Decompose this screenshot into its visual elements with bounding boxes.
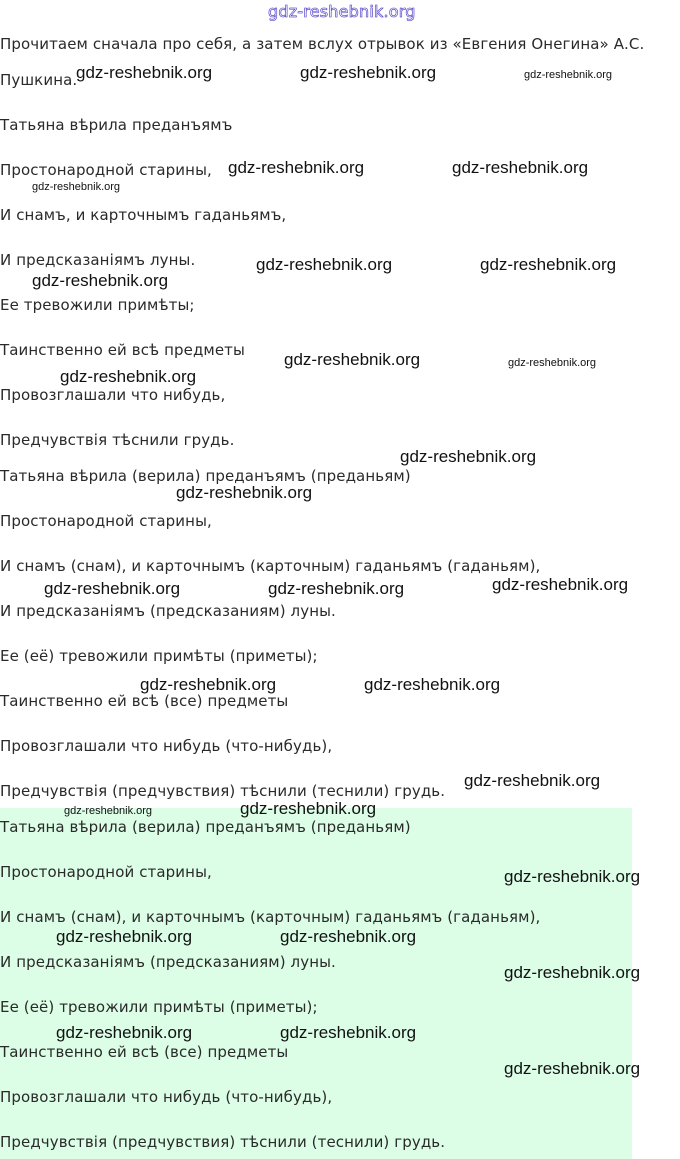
highlighted-verse-line-1: Татьяна вѣрила (верила) преданъямъ (преданьям) [0, 818, 411, 836]
watermark: gdz-reshebnik.org [256, 255, 393, 274]
watermark: gdz-reshebnik.org [364, 675, 501, 694]
watermark: gdz-reshebnik.org [492, 575, 629, 594]
watermark: gdz-reshebnik.org [32, 271, 169, 290]
original-verse-line-7: Провозглашали что нибудь, [0, 386, 226, 404]
watermark: gdz-reshebnik.org [464, 771, 601, 790]
watermark: gdz-reshebnik.org [60, 367, 197, 386]
original-verse-line-3: И снамъ, и карточнымъ гаданьямъ, [0, 206, 287, 224]
watermark: gdz-reshebnik.org [268, 579, 405, 598]
highlighted-verse-line-2: Простонародной старины, [0, 863, 212, 881]
watermark: gdz-reshebnik.org [504, 1059, 641, 1078]
intro-line-1: Прочитаем сначала про себя, а затем вслух отрывок из «Евгения Онегина» А.С. [0, 35, 645, 53]
watermark: gdz-reshebnik.org [280, 927, 417, 946]
watermark: gdz-reshebnik.org [56, 927, 193, 946]
annotated-verse-line-6: Таинственно ей всѣ (все) предметы [0, 692, 289, 710]
original-verse-line-6: Таинственно ей всѣ предметы [0, 341, 245, 359]
watermark: gdz-reshebnik.org [480, 255, 617, 274]
watermark: gdz-reshebnik.org [140, 675, 277, 694]
watermark: gdz-reshebnik.org [400, 447, 537, 466]
watermark: gdz-reshebnik.org [524, 69, 613, 81]
original-verse-line-4: И предсказаніямъ луны. [0, 251, 196, 269]
original-verse-line-1: Татьяна вѣрила преданъямъ [0, 116, 233, 134]
watermark: gdz-reshebnik.org [504, 867, 641, 886]
watermark: gdz-reshebnik.org [280, 1023, 417, 1042]
watermark: gdz-reshebnik.org [284, 350, 421, 369]
watermark: gdz-reshebnik.org [56, 1023, 193, 1042]
highlighted-verse-line-4: И предсказаніямъ (предсказаниям) луны. [0, 953, 336, 971]
site-logo-watermark: gdz-reshebnik.org [268, 2, 416, 21]
annotated-verse-line-5: Ее (её) тревожили примѣты (приметы); [0, 647, 318, 665]
watermark: gdz-reshebnik.org [176, 483, 313, 502]
annotated-verse-line-2: Простонародной старины, [0, 512, 212, 530]
original-verse-line-5: Ее тревожили примѣты; [0, 296, 195, 314]
intro-line-2: Пушкина. [0, 71, 78, 89]
highlighted-verse-line-6: Таинственно ей всѣ (все) предметы [0, 1043, 289, 1061]
annotated-verse-line-1: Татьяна вѣрила (верила) преданъямъ (преданьям) [0, 467, 411, 485]
highlighted-verse-line-5: Ее (её) тревожили примѣты (приметы); [0, 998, 318, 1016]
watermark: gdz-reshebnik.org [76, 63, 213, 82]
highlighted-verse-line-3: И снамъ (снам), и карточнымъ (карточным) гаданьямъ (гаданьям), [0, 908, 541, 926]
watermark: gdz-reshebnik.org [228, 158, 365, 177]
annotated-verse-line-4: И предсказаніямъ (предсказаниям) луны. [0, 602, 336, 620]
highlighted-verse-line-7: Провозглашали что нибудь (что-нибудь), [0, 1088, 333, 1106]
watermark: gdz-reshebnik.org [32, 181, 121, 193]
watermark: gdz-reshebnik.org [64, 805, 153, 817]
annotated-verse-line-7: Провозглашали что нибудь (что-нибудь), [0, 737, 333, 755]
original-verse-line-2: Простонародной старины, [0, 161, 212, 179]
watermark: gdz-reshebnik.org [300, 63, 437, 82]
highlighted-verse-line-8: Предчувствія (предчувствия) тѣснили (теснили) грудь. [0, 1133, 446, 1151]
watermark: gdz-reshebnik.org [452, 158, 589, 177]
watermark: gdz-reshebnik.org [240, 799, 377, 818]
watermark: gdz-reshebnik.org [44, 579, 181, 598]
watermark: gdz-reshebnik.org [508, 357, 597, 369]
watermark: gdz-reshebnik.org [504, 963, 641, 982]
original-verse-line-8: Предчувствія тѣснили грудь. [0, 431, 235, 449]
annotated-verse-line-3: И снамъ (снам), и карточнымъ (карточным) гаданьямъ (гаданьям), [0, 557, 541, 575]
annotated-verse-line-8: Предчувствія (предчувствия) тѣснили (теснили) грудь. [0, 782, 446, 800]
